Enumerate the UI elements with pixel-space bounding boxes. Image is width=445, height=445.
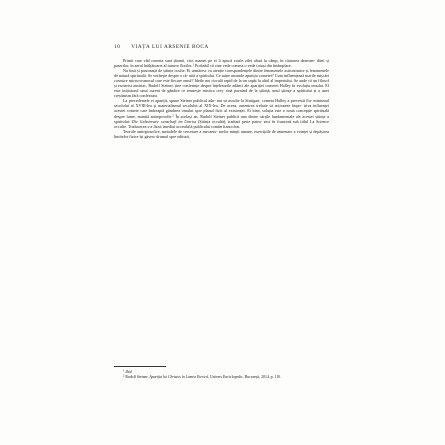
body-text [114, 58, 329, 139]
text-run: Rudolf Steiner, [124, 375, 150, 380]
text-run: În același an, Rudolf Steiner publică una dintre cărțile fundamentale ale acestei științe a spiritului: [114, 113, 329, 124]
text-run: Probabil că cine vede cometa o vede totuși din întâmplare. [193, 63, 292, 69]
paragraph [114, 58, 329, 68]
text-run: La precedentele ei apariții, spune Steiner publicul adu- nat să asculte la Stuttgart, cometa Halley a prevestit ilu- minismul secolului al XVIII-lea și materialismul secolului al XIX-lea. De aceea, omenirea trebuie să acționeze împo- triva influenței acestei comete care îndreaptă gândirea omului spre planul fizic al existenței. Ei bine, soluția este o nouă concepție spirituală despre lume, numită antroposofie. [114, 98, 329, 119]
footnote-marker: 2 [123, 374, 125, 378]
paragraph [114, 129, 329, 139]
italic-title: Die Geheimwis- senschaft im Umriss [131, 118, 197, 124]
italic-title: Ibid. [125, 370, 133, 374]
footnote-rule [114, 366, 166, 367]
text-run: (Știința occultă), tradusă peste patru- zeci în franceză sub titlul La Science occulte. Traducerea s-a făcut imediat accesibilă publicului român francofon. [114, 118, 329, 129]
footnote-marker: 1 [123, 369, 125, 373]
paragraph [114, 98, 329, 128]
text-run: , Univers Enciclopedic, București, 2014, p. 110. [208, 375, 281, 380]
text-run: Teoriile antroposofice, metodele de cercetare a mecanis- melor minții umane, exercițiile de antrenare a voinței și depășirea limitelor fizice își găsesc drumul spre editură, [114, 128, 329, 139]
footnote [114, 375, 329, 380]
footnotes [114, 370, 329, 380]
italic-title: Apariția lui Christos în Lumea Eterică [149, 375, 209, 380]
running-header [114, 44, 209, 50]
paragraph [114, 68, 329, 98]
footnote [114, 370, 329, 375]
footnote-marker: 2 [172, 114, 174, 118]
footnote-marker: 1 [192, 63, 194, 67]
page-number: 10 [114, 44, 121, 50]
running-title: VIAȚA LUI ARSENIE BOCA [131, 44, 209, 50]
text-run: Primii care vâd cometa sunt țăranii, căci mamei pe ei îi apucă zorile zilei afară la câmp, în căutarea dezmier- dării și paserilor, în aerul înălțătoarei al tuturor florilor. [114, 58, 329, 69]
text-run: Nu însă și pasionații de științe oculte. Ei urmăresc cu atenție corespondențele dintre fenomenele astronomice și fenomenele de natură spirituală. Se vorbește despre o ră- nită a spiritului. Ce taine ascunde apariția cometei? Cum influențează marile mișcări cosmice microcosmosul care este fiecare omul? Ideile noi circulă rapid de la un capăt la altul al imperiului. Se aude că un filosof și esoterist austriac, Rudolf Steiner, ține conferințe despre înțelesurile adânci ale apariției cometei Halley în evoluția omului. El este inițiatorul unui curent de gândire ce reunește mistica creș- tină pornind de la știință, unul științe a spiritului și a unei creștinism fără confesiuni. [114, 68, 329, 99]
